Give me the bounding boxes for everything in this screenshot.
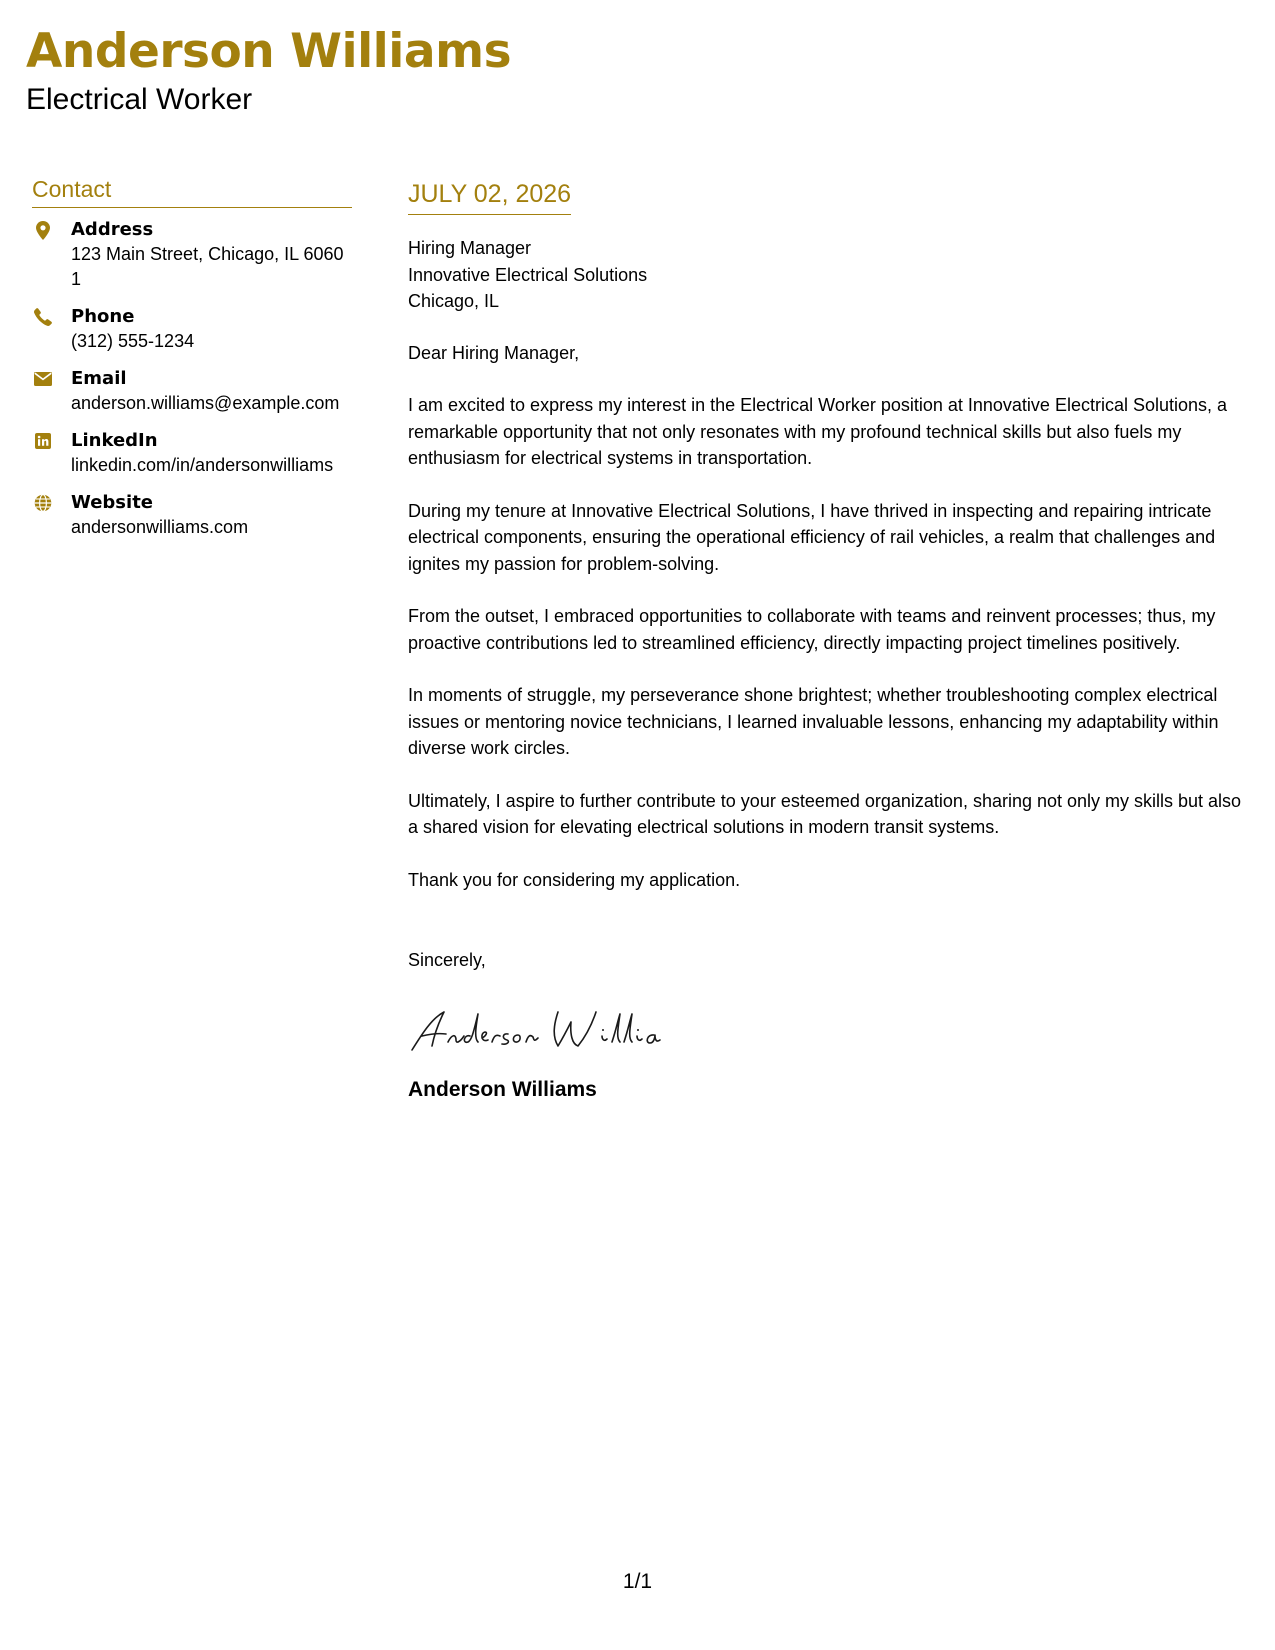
envelope-icon [33, 369, 53, 389]
email-value: anderson.williams@example.com [71, 393, 340, 413]
map-pin-icon [33, 220, 53, 240]
body-paragraph: In moments of struggle, my perseverance shone brightest; whether troubleshooting complex electrical issues or mentoring novice technicians, I learned invaluable lessons, enhancing my adaptability within diverse work circles. [408, 685, 1219, 758]
website-value: andersonwilliams.com [71, 517, 249, 537]
closing: Sincerely, [408, 950, 486, 970]
applicant-role: Electrical Worker [26, 83, 253, 116]
page-number: 1/1 [622, 1570, 653, 1593]
salutation: Dear Hiring Manager, [408, 342, 580, 363]
handwritten-signature [408, 1006, 1253, 1054]
recipient-location: Chicago, IL [408, 291, 500, 311]
recipient-block [408, 235, 1253, 315]
contact-item-address [32, 218, 352, 292]
body-paragraph: From the outset, I embraced opportunities to collaborate with teams and reinvent processes; thus, my proactive contributions led to streamlined efficiency, directly impacting project timelines positively. [408, 606, 1216, 653]
date-block [408, 178, 571, 215]
applicant-name: Anderson Williams [26, 24, 512, 79]
body-paragraph: Ultimately, I aspire to further contribute to your esteemed organization, sharing not only my skills but also a shared vision for elevating electrical solutions in modern transit systems. [408, 790, 1242, 837]
address-value: 123 Main Street, Chicago, IL 60601 [71, 244, 344, 289]
contact-label: LinkedIn [71, 430, 158, 451]
signer-name: Anderson Williams [408, 1077, 597, 1101]
letter-header [26, 22, 511, 118]
letter-body [408, 178, 1253, 1104]
contact-sidebar [32, 174, 352, 553]
globe-icon [33, 493, 53, 513]
body-paragraph: During my tenure at Innovative Electrical Solutions, I have thrived in inspecting and repairing intricate electrical components, ensuring the operational efficiency of rail vehicles, a realm that challenges and ignites my passion for problem-solving. [408, 500, 1216, 574]
body-paragraph: I am excited to express my interest in the Electrical Worker position at Innovative Electrical Solutions, a remarkable opportunity that not only resonates with my profound technical skills but also fuels my enthusiasm for electrical systems in transportation. [408, 395, 1228, 468]
recipient-title: Hiring Manager [408, 238, 532, 258]
contact-item-website [32, 491, 352, 540]
linkedin-value: linkedin.com/in/andersonwilliams [71, 455, 334, 475]
contact-item-phone [32, 305, 352, 354]
body-paragraph: Thank you for considering my application. [408, 869, 741, 890]
phone-icon [33, 307, 53, 327]
contact-item-linkedin [32, 429, 352, 478]
contact-label: Address [71, 219, 154, 240]
contact-label: Email [71, 368, 127, 389]
linkedin-icon [33, 431, 53, 451]
phone-value: (312) 555-1234 [71, 331, 195, 351]
contact-heading: Contact [32, 174, 352, 208]
letter-date: JULY 02, 2026 [408, 180, 572, 208]
contact-item-email [32, 367, 352, 416]
recipient-company: Innovative Electrical Solutions [408, 264, 648, 285]
contact-label: Phone [71, 306, 135, 327]
contact-label: Website [71, 492, 154, 513]
